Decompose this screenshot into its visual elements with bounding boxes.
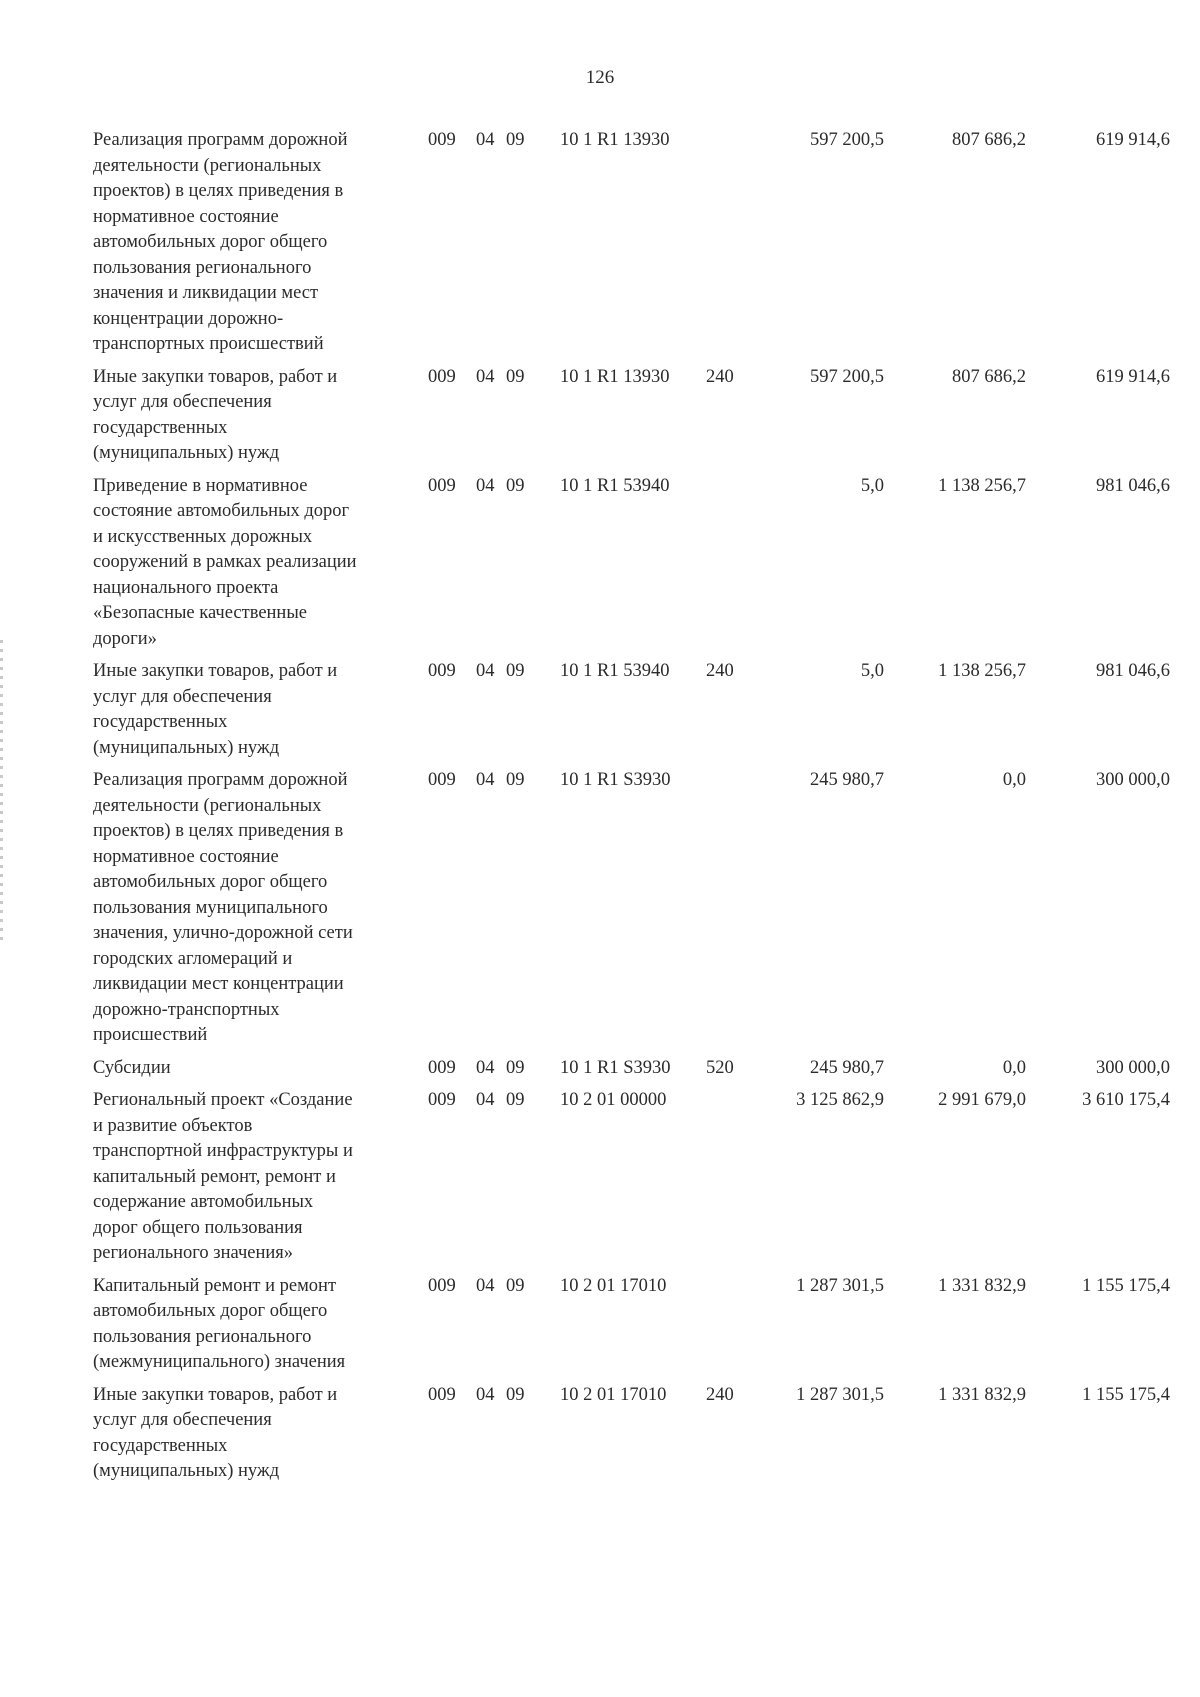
expense-type-code: 520 [706,1057,734,1078]
row-name-line: Иные закупки товаров, работ и [93,661,338,681]
table-row [0,365,1200,467]
section-code: 04 [476,1275,495,1296]
row-name-line: транспортной инфраструктуры и [93,1141,353,1161]
section-code: 04 [476,1090,495,1110]
row-name-line: нормативное состояние [93,846,279,867]
row-name-line: «Безопасные качественные [93,603,307,623]
target-article-code: 10 2 01 17010 [560,1275,667,1296]
row-name-line: автомобильных дорог общего [93,1301,328,1321]
amount-year-3: 1 155 175,4 [1082,1384,1170,1405]
target-article-code: 10 1 R1 53940 [560,475,670,496]
row-name-line: Субсидии [93,1057,171,1078]
row-name-line: Реализация программ дорожной [93,770,348,790]
subsection-code: 09 [506,130,525,150]
row-name [93,474,413,653]
expense-type-code: 240 [706,1384,734,1405]
amount-year-2: 807 686,2 [952,130,1026,150]
amount-year-2: 0,0 [1002,770,1026,790]
row-name-line: значения и ликвидации мест [93,283,319,303]
ministry-code: 009 [428,770,456,790]
amount-year-3: 300 000,0 [1096,770,1170,790]
amount-year-3: 1 155 175,4 [1082,1275,1170,1296]
row-name [93,1383,413,1485]
table-row [0,474,1200,653]
row-name-line: нормативное состояние [93,206,279,227]
row-name [93,128,413,358]
table-row [0,659,1200,761]
ministry-code: 009 [428,130,456,150]
amount-year-3: 981 046,6 [1096,661,1170,681]
amount-year-2: 1 331 832,9 [938,1275,1026,1296]
table-row [0,768,1200,1049]
row-name [93,768,413,1049]
amount-year-1: 1 287 301,5 [796,1275,884,1296]
amount-year-2: 807 686,2 [952,366,1026,387]
subsection-code: 09 [506,475,525,496]
row-name-line: государственных [93,417,228,438]
row-name-line: содержание автомобильных [93,1192,314,1212]
row-name-line: услуг для обеспечения [93,392,272,412]
expense-type-code: 240 [706,366,734,387]
row-name-line: Реализация программ дорожной [93,130,348,150]
section-code: 04 [476,130,495,150]
row-name [93,1056,413,1082]
amount-year-1: 5,0 [860,475,884,496]
row-name-line: состояние автомобильных дорог [93,501,350,521]
row-name-line: и развитие объектов [93,1115,253,1136]
row-name-line: регионального значения» [93,1243,294,1263]
amount-year-2: 2 991 679,0 [938,1090,1026,1110]
row-name-line: пользования регионального [93,257,312,278]
row-name [93,1088,413,1267]
subsection-code: 09 [506,1057,525,1078]
row-name-line: происшествий [93,1025,208,1045]
amount-year-1: 597 200,5 [810,130,884,150]
row-name-line: транспортных происшествий [93,334,324,354]
target-article-code: 10 2 01 00000 [560,1090,667,1110]
section-code: 04 [476,475,495,496]
section-code: 04 [476,661,495,681]
amount-year-2: 1 331 832,9 [938,1384,1026,1405]
row-name-line: услуг для обеспечения [93,1410,272,1430]
section-code: 04 [476,770,495,790]
section-code: 04 [476,1057,495,1078]
ministry-code: 009 [428,475,456,496]
amount-year-1: 3 125 862,9 [796,1090,884,1110]
amount-year-3: 619 914,6 [1096,366,1170,387]
amount-year-2: 1 138 256,7 [938,475,1026,496]
row-name-line: (муниципальных) нужд [93,1461,280,1481]
row-name-line: услуг для обеспечения [93,686,272,707]
row-name-line: государственных [93,1435,228,1456]
page-number: 126 [585,67,615,88]
budget-table [0,128,1200,1492]
row-name [93,365,413,467]
amount-year-3: 3 610 175,4 [1082,1090,1170,1110]
subsection-code: 09 [506,1090,525,1110]
row-name-line: (межмуниципального) значения [93,1352,346,1372]
subsection-code: 09 [506,770,525,790]
ministry-code: 009 [428,1057,456,1078]
subsection-code: 09 [506,1384,525,1405]
amount-year-1: 597 200,5 [810,366,884,387]
amount-year-1: 5,0 [860,661,884,681]
ministry-code: 009 [428,1275,456,1296]
row-name-line: Иные закупки товаров, работ и [93,1384,338,1405]
row-name-line: (муниципальных) нужд [93,443,280,463]
amount-year-1: 1 287 301,5 [796,1384,884,1405]
row-name-line: пользования регионального [93,1326,312,1347]
row-name-line: значения, улично-дорожной сети [93,923,353,943]
row-name-line: проектов) в целях приведения в [93,181,344,201]
ministry-code: 009 [428,1384,456,1405]
subsection-code: 09 [506,366,525,387]
ministry-code: 009 [428,1090,456,1110]
row-name-line: ликвидации мест концентрации [93,974,344,994]
row-name-line: Иные закупки товаров, работ и [93,366,338,387]
row-name-line: дорожно-транспортных [93,999,280,1020]
target-article-code: 10 1 R1 13930 [560,366,670,387]
row-name [93,659,413,761]
table-row [0,1056,1200,1082]
scan-edge-marks [0,640,3,940]
row-name-line: дороги» [93,628,157,649]
row-name-line: государственных [93,712,228,732]
row-name-line: национального проекта [93,577,279,598]
subsection-code: 09 [506,1275,525,1296]
table-row [0,128,1200,358]
amount-year-3: 981 046,6 [1096,475,1170,496]
section-code: 04 [476,366,495,387]
row-name-line: и искусственных дорожных [93,526,313,547]
target-article-code: 10 1 R1 S3930 [560,770,671,790]
row-name-line: Капитальный ремонт и ремонт [93,1275,337,1296]
amount-year-1: 245 980,7 [810,1057,884,1078]
row-name-line: сооружений в рамках реализации [93,552,357,572]
table-row [0,1383,1200,1485]
target-article-code: 10 1 R1 53940 [560,661,670,681]
row-name-line: деятельности (региональных [93,155,322,176]
row-name-line: деятельности (региональных [93,795,322,816]
row-name-line: Региональный проект «Создание [93,1090,353,1110]
table-row [0,1088,1200,1267]
row-name-line: концентрации дорожно- [93,308,284,329]
target-article-code: 10 1 R1 13930 [560,130,670,150]
row-name-line: Приведение в нормативное [93,475,308,496]
amount-year-2: 0,0 [1002,1057,1026,1078]
ministry-code: 009 [428,661,456,681]
row-name-line: пользования муниципального [93,897,328,918]
amount-year-1: 245 980,7 [810,770,884,790]
row-name-line: автомобильных дорог общего [93,872,328,892]
amount-year-2: 1 138 256,7 [938,661,1026,681]
table-row [0,1274,1200,1376]
expense-type-code: 240 [706,661,734,681]
amount-year-3: 619 914,6 [1096,130,1170,150]
row-name-line: городских агломераций и [93,948,293,969]
row-name [93,1274,413,1376]
ministry-code: 009 [428,366,456,387]
section-code: 04 [476,1384,495,1405]
target-article-code: 10 2 01 17010 [560,1384,667,1405]
row-name-line: проектов) в целях приведения в [93,821,344,841]
row-name-line: дорог общего пользования [93,1217,303,1238]
target-article-code: 10 1 R1 S3930 [560,1057,671,1078]
amount-year-3: 300 000,0 [1096,1057,1170,1078]
row-name-line: капитальный ремонт, ремонт и [93,1166,336,1187]
subsection-code: 09 [506,661,525,681]
row-name-line: автомобильных дорог общего [93,232,328,252]
row-name-line: (муниципальных) нужд [93,737,280,758]
